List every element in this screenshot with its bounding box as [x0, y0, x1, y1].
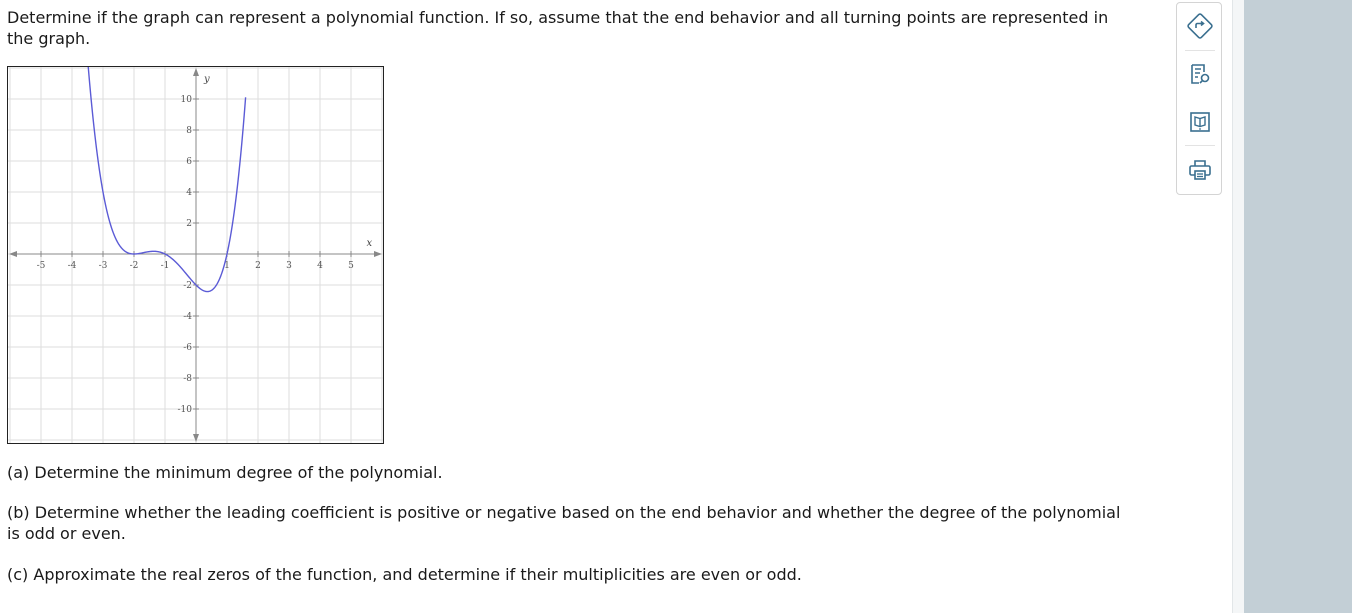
book-icon [1185, 107, 1215, 137]
toolbar-divider [1185, 50, 1215, 51]
x-tick-label: 5 [348, 261, 354, 271]
list-search-button[interactable] [1185, 59, 1215, 89]
x-tick-label: -1 [160, 261, 170, 271]
x-tick-label: 1 [224, 261, 230, 271]
x-axis-label: x [366, 238, 373, 249]
y-tick-label: -8 [183, 374, 192, 384]
part-a-question: (a) Determine the minimum degree of the polynomial. [7, 463, 443, 482]
x-tick-label: -2 [129, 261, 139, 271]
part-b-question: (b) Determine whether the leading coefficient is positive or negative based on the end behavior and whether the degree of the polynomial is odd or even. [7, 503, 1121, 543]
y-axis-arrow-down [193, 434, 199, 442]
y-axis-label: y [204, 74, 210, 85]
y-tick-label: 10 [180, 95, 192, 105]
y-tick-label: -10 [177, 405, 192, 415]
ebook-button[interactable] [1185, 107, 1215, 137]
toolbar-divider [1185, 145, 1215, 146]
scrollbar-track[interactable] [1232, 0, 1244, 613]
y-tick-label: 2 [186, 219, 192, 229]
x-axis-arrow-right [374, 251, 382, 257]
x-tick-label: 2 [255, 261, 261, 271]
graph-tick-labels [37, 95, 355, 415]
y-tick-label: -2 [183, 281, 192, 291]
part-c-question: (c) Approximate the real zeros of the function, and determine if their multiplicities are even or odd. [7, 565, 802, 584]
navigate-icon [1185, 11, 1215, 41]
y-tick-label: -6 [183, 343, 192, 353]
right-side-panel [1244, 0, 1352, 613]
side-toolbar [1176, 2, 1222, 195]
y-axis-arrow-up [193, 68, 199, 76]
graph-canvas [8, 67, 383, 443]
y-tick-label: 6 [186, 157, 192, 167]
print-icon [1185, 155, 1215, 185]
question-prompt: Determine if the graph can represent a polynomial function. If so, assume that the end behavior and all turning points are represented in the graph. [7, 8, 1109, 48]
navigate-button[interactable] [1185, 11, 1215, 41]
y-tick-label: 4 [186, 188, 192, 198]
print-button[interactable] [1185, 155, 1215, 185]
y-tick-label: 8 [186, 126, 192, 136]
x-tick-label: -3 [98, 261, 108, 271]
x-tick-label: 3 [286, 261, 292, 271]
polynomial-graph [7, 66, 384, 444]
y-tick-label: -4 [183, 312, 192, 322]
x-tick-label: 4 [317, 261, 323, 271]
x-tick-label: -4 [67, 261, 77, 271]
x-tick-label: -5 [36, 261, 46, 271]
graph-axes [9, 68, 382, 442]
list-search-icon [1185, 59, 1215, 89]
